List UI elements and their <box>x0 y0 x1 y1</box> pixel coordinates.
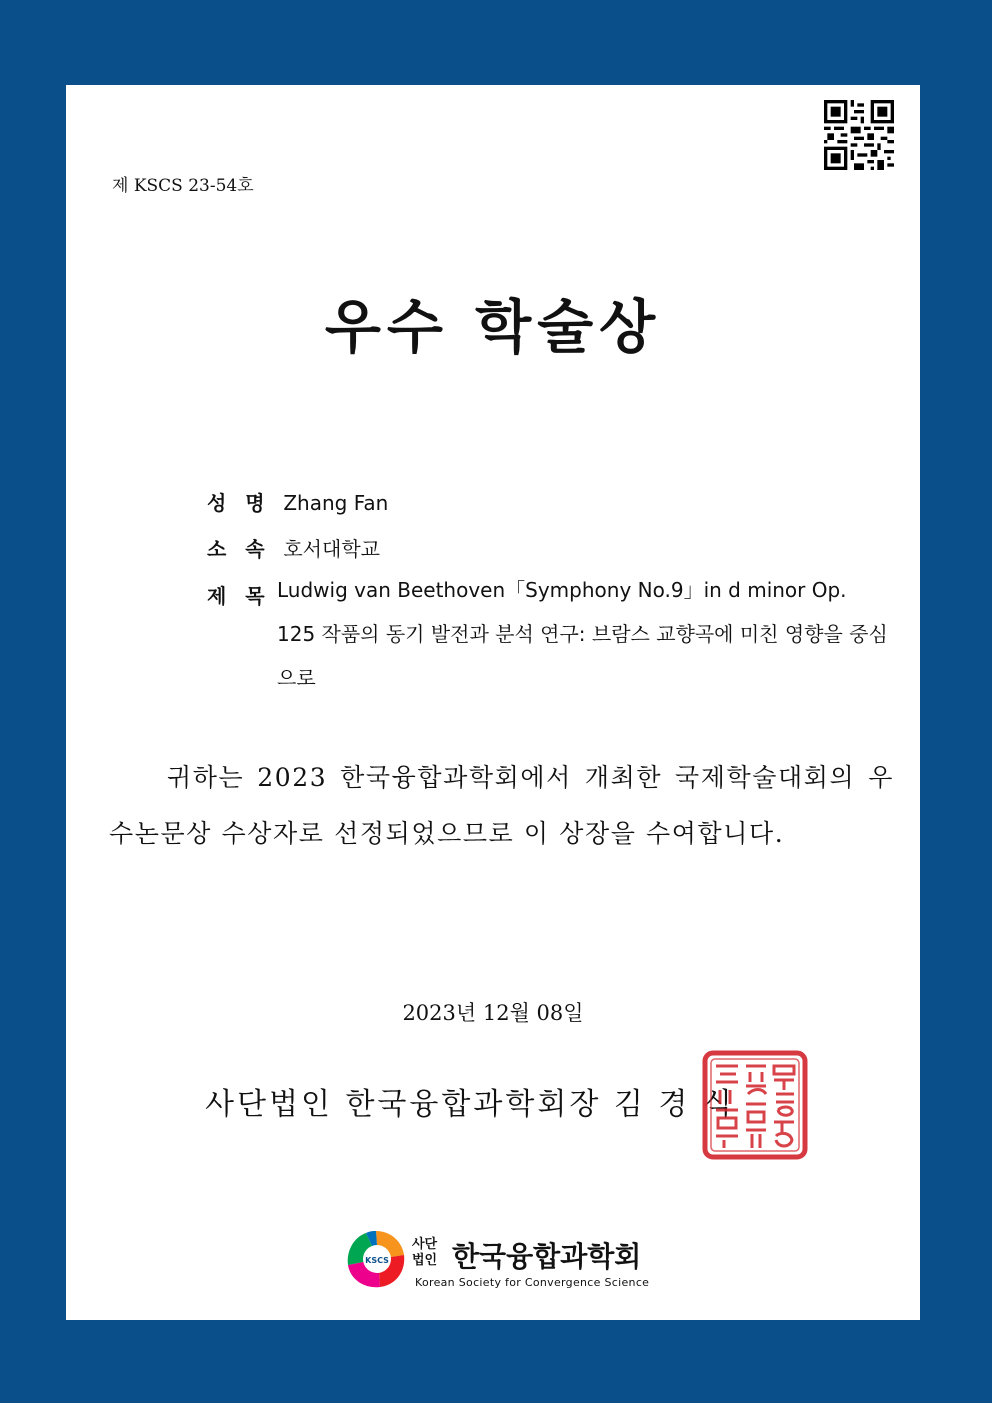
official-seal <box>702 1050 808 1160</box>
award-statement: 귀하는 2023 한국융합과학회에서 개최한 국제학술대회의 우수논문상 수상자로 선정되었으므로 이 상장을 수여합니다. <box>109 763 894 848</box>
society-logo <box>344 1225 664 1295</box>
logo-prefix: 사단 법인 <box>412 1237 438 1268</box>
subject-label: 제 목 <box>207 584 271 608</box>
award-date: 2023년 12월 08일 <box>402 1001 584 1025</box>
certificate-number: 제 KSCS 23-54호 <box>112 176 254 196</box>
subject-value: Ludwig van Beethoven「Symphony No.9」in d minor Op. 125 작품의 동기 발전과 분석 연구: 브람스 교향곡에 미친 영향을 중심으로 <box>277 578 888 690</box>
subject-row <box>207 580 907 700</box>
society-logo-mark <box>344 1227 408 1291</box>
name-row <box>207 487 388 516</box>
affiliation-row <box>207 533 380 562</box>
certificate-title: 우수 학술상 <box>324 293 662 361</box>
name-value: Zhang Fan <box>283 491 389 515</box>
logo-name-english: Korean Society for Convergence Science <box>415 1276 650 1289</box>
affiliation-value: 호서대학교 <box>283 537 380 561</box>
certificate-paper <box>66 85 920 1320</box>
name-label: 성 명 <box>207 491 271 515</box>
logo-mark-text: KSCS <box>365 1256 389 1265</box>
president-signature: 사단법인 한국융합과학회장 김 경 식 <box>205 1087 735 1122</box>
qr-code <box>824 100 894 170</box>
logo-name-korean: 한국융합과학회 <box>452 1240 642 1273</box>
affiliation-label: 소 속 <box>207 537 271 561</box>
